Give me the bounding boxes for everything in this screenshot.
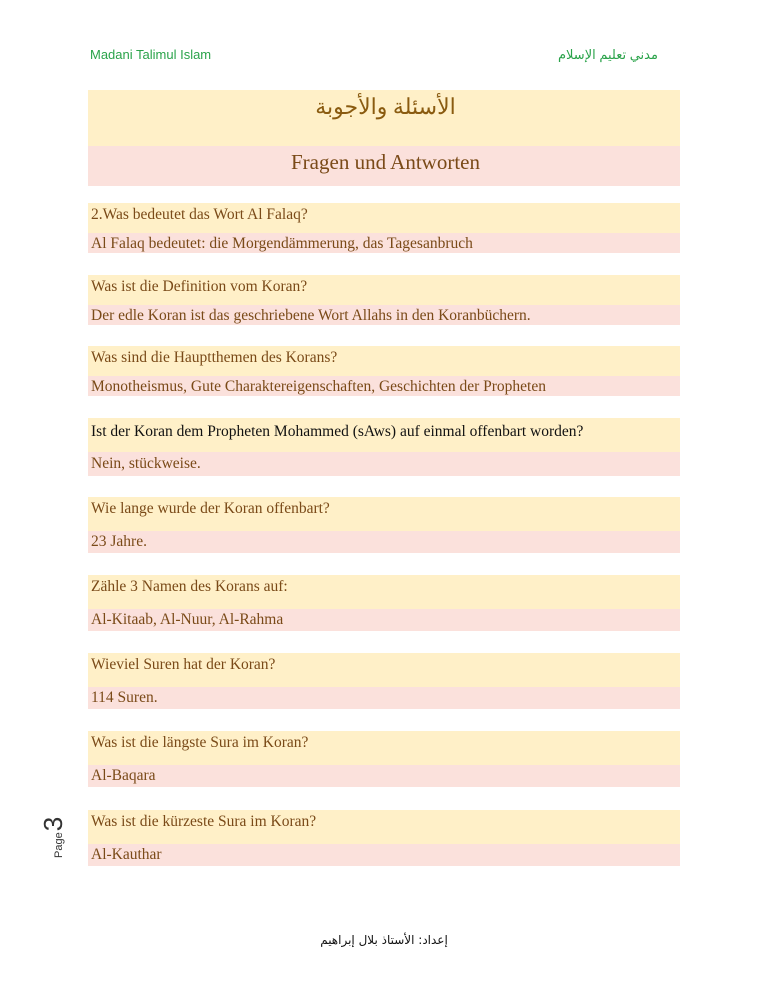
answer-4: Nein, stückweise. [88,452,680,476]
question-1: 2.Was bedeutet das Wort Al Falaq? [88,203,680,233]
question-2: Was ist die Definition vom Koran? [88,275,680,305]
question-8: Was ist die längste Sura im Koran? [88,731,680,765]
answer-6: Al-Kitaab, Al-Nuur, Al-Rahma [88,609,680,631]
page-label: Page [53,832,65,858]
page-number-value: 3 [38,816,68,832]
page-number [38,817,69,858]
footer-author: إعداد: الأستاذ بلال إبراهيم [320,933,448,947]
question-5: Wie lange wurde der Koran offenbart? [88,497,680,531]
answer-2: Der edle Koran ist das geschriebene Wort Allahs in den Koranbüchern. [88,305,680,325]
title-arabic: الأسئلة والأجوبة [88,90,680,146]
title-german: Fragen und Antworten [88,146,680,186]
answer-7: 114 Suren. [88,687,680,709]
header-right: مدني تعليم الإسلام [558,47,658,62]
question-4: Ist der Koran dem Propheten Mohammed (sAws) auf einmal offenbart worden? [88,418,680,452]
answer-1: Al Falaq bedeutet: die Morgendämmerung, das Tagesanbruch [88,233,680,253]
question-6: Zähle 3 Namen des Korans auf: [88,575,680,609]
answer-8: Al-Baqara [88,765,680,787]
question-7: Wieviel Suren hat der Koran? [88,653,680,687]
answer-3: Monotheismus, Gute Charaktereigenschaften, Geschichten der Propheten [88,376,680,396]
answer-5: 23 Jahre. [88,531,680,553]
answer-9: Al-Kauthar [88,844,680,866]
header-left: Madani Talimul Islam [90,47,212,62]
question-9: Was ist die kürzeste Sura im Koran? [88,810,680,844]
question-3: Was sind die Hauptthemen des Korans? [88,346,680,376]
